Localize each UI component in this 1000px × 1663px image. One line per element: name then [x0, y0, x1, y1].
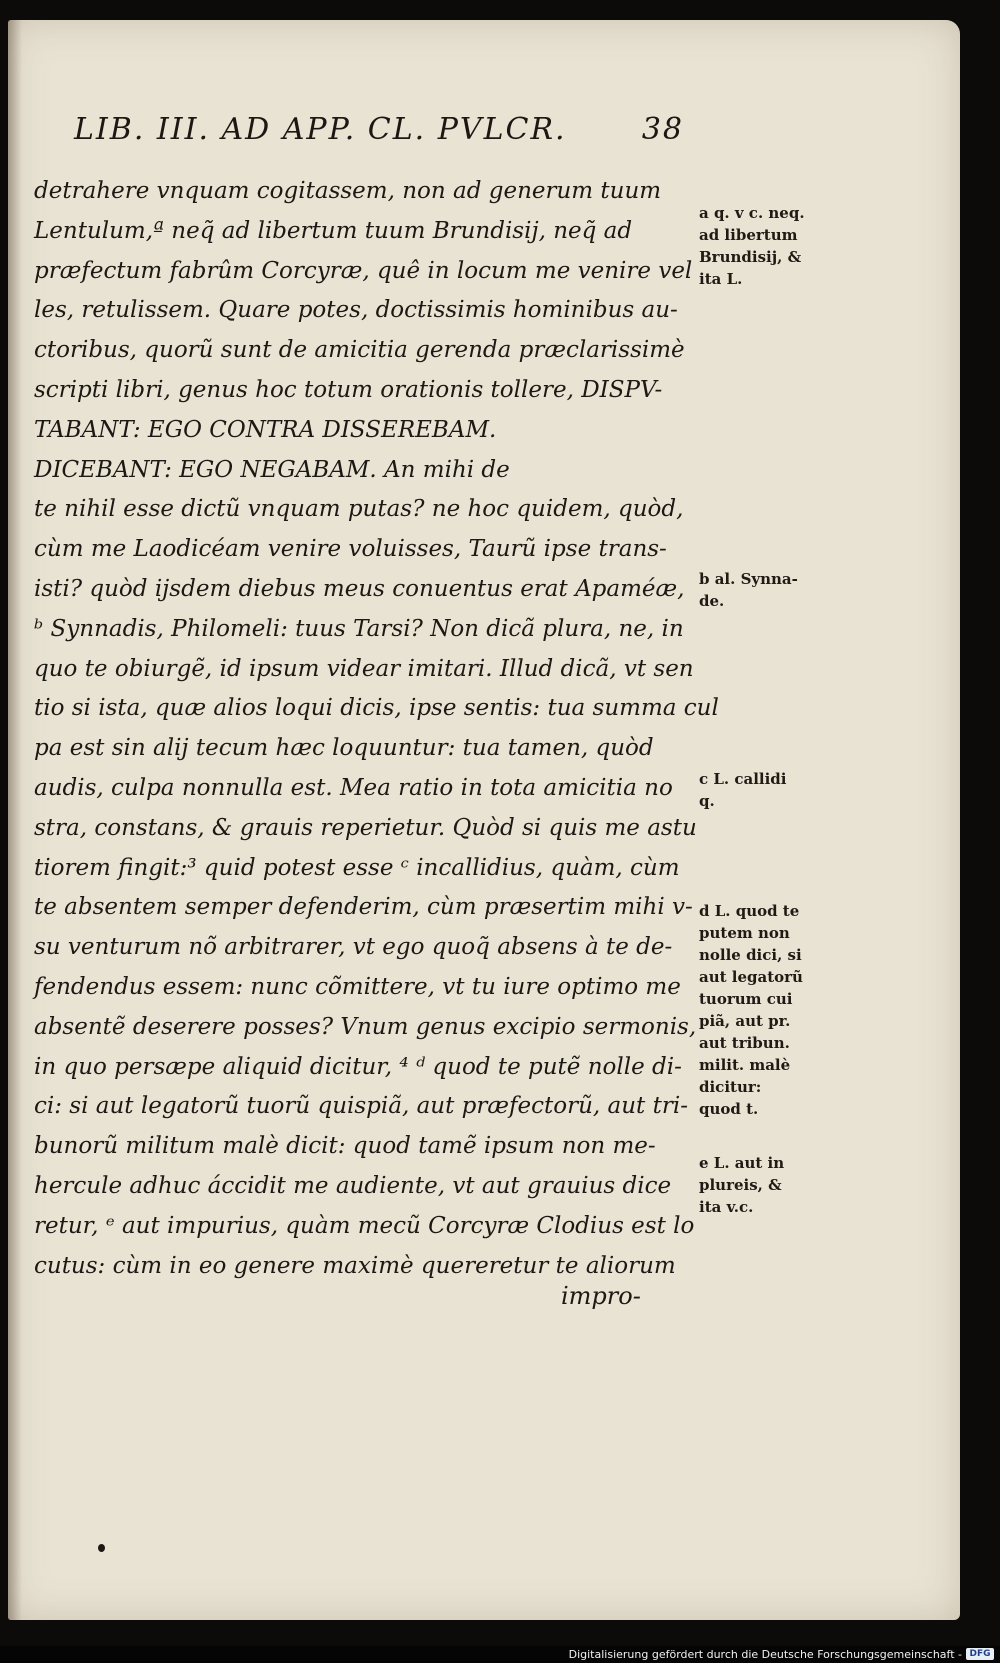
text-line: scripti libri, genus hoc totum orationis tollere, DISPV- [34, 376, 663, 403]
margin-note [699, 1152, 784, 1218]
text-line: stra, constans, & grauis reperietur. Quòd si quis me astu [34, 814, 697, 841]
running-head [74, 112, 684, 162]
text-line: fendendus essem: nunc cõmittere, vt tu iure optimo me [34, 973, 681, 1000]
page-gutter-shadow [8, 20, 22, 1620]
text-line: isti? quòd ijsdem diebus meus conuentus erat Apaméæ, [34, 575, 685, 602]
margin-note-line: milit. malè [699, 1056, 791, 1074]
dfg-logo-icon: DFG [966, 1648, 994, 1660]
text-line: ci: si aut legatorũ tuorũ quispiã, aut præfectorũ, aut tri- [34, 1093, 688, 1120]
margin-note [699, 568, 798, 612]
margin-note-line: quod t. [699, 1100, 759, 1118]
margin-note-line: aut tribun. [699, 1034, 790, 1052]
text-line: præfectum fabrûm Corcyræ, quê in locum me venire vel [34, 257, 693, 284]
margin-note-line: de. [699, 592, 725, 610]
margin-note-line: c L. callidi [699, 770, 787, 788]
margin-note-line: nolle dici, si [699, 946, 802, 964]
text-line: ctoribus, quorũ sunt de amicitia gerenda præclarissimè [34, 337, 685, 364]
margin-note-line: plureis, & [699, 1176, 782, 1194]
margin-note-line: e L. aut in [699, 1154, 785, 1172]
margin-note [699, 768, 786, 812]
text-line: ᵇ Synnadis, Philomeli: tuus Tarsi? Non dicã plura, ne, in [34, 615, 684, 642]
margin-note-line: d L. quod te [699, 902, 800, 920]
running-head-title: LIB. III. AD APP. CL. PVLCR. [74, 112, 567, 147]
text-line: Lentulum,ª neq̃ ad libertum tuum Brundisij, neq̃ ad [34, 217, 633, 244]
text-line: absentẽ deserere posses? Vnum genus excipio sermonis, [34, 1013, 697, 1040]
margin-note [699, 202, 805, 290]
margin-note-line: q. [699, 792, 715, 810]
margin-note-line: tuorum cui [699, 990, 793, 1008]
main-text-block [34, 172, 719, 1286]
text-line: cutus: cùm in eo genere maximè quereretur te aliorum [34, 1252, 676, 1279]
text-line: te nihil esse dictũ vnquam putas? ne hoc quidem, quòd, [34, 496, 684, 523]
text-line: quo te obiurgẽ, id ipsum videar imitari. Illud dicã, vt sen [34, 655, 694, 682]
text-line: detrahere vnquam cogitassem, non ad generum tuum [34, 178, 662, 204]
text-line: in quo persæpe aliquid dicitur, ⁴ ᵈ quod te putẽ nolle di- [34, 1053, 682, 1080]
text-line: tio si ista, quæ alios loqui dicis, ipse sentis: tua summa cul [34, 695, 719, 722]
folio-number: 38 [641, 112, 684, 147]
margin-note-line: putem non [699, 924, 790, 942]
catchword: impro- [561, 1282, 641, 1310]
footer-credit: Digitalisierung gefördert durch die Deutsche Forschungsgemeinschaft - [568, 1648, 962, 1661]
text-line: cùm me Laodicéam venire voluisses, Taurũ ipse trans- [34, 536, 667, 563]
text-line: pa est sin alij tecum hæc loquuntur: tua tamen, quòd [34, 735, 654, 762]
text-line: bunorũ militum malè dicit: quod tamẽ ipsum non me- [34, 1133, 656, 1160]
margin-note [699, 900, 803, 1120]
text-line: te absentem semper defenderim, cùm præsertim mihi v- [34, 894, 693, 921]
margin-note-line: piã, aut pr. [699, 1012, 791, 1030]
margin-note-line: aut legatorũ [699, 968, 803, 986]
margin-note-line: b al. Synna- [699, 570, 798, 588]
text-line: hercule adhuc áccidit me audiente, vt aut grauius dice [34, 1172, 672, 1199]
margin-note-line: ad libertum [699, 226, 798, 244]
text-line: TABANT: EGO CONTRA DISSEREBAM. [34, 416, 497, 443]
margin-note-line: dicitur: [699, 1078, 762, 1096]
margin-note-line: a q. v c. neq. [699, 204, 805, 222]
margin-note-line: ita v.c. [699, 1198, 754, 1216]
text-line: su venturum nõ arbitrarer, vt ego quoq̃ absens à te de- [34, 934, 673, 961]
text-line: retur, ᵉ aut impurius, quàm mecũ Corcyræ Clodius est lo [34, 1212, 695, 1239]
book-page [8, 20, 960, 1620]
text-line: les, retulissem. Quare potes, doctissimis hominibus au- [34, 297, 678, 324]
margin-note-line: Brundisij, & [699, 248, 802, 266]
text-line: DICEBANT: EGO NEGABAM. An mihi de [34, 456, 510, 483]
text-line: tiorem fingit:³ quid potest esse ᶜ incallidius, quàm, cùm [34, 854, 680, 881]
text-line: audis, culpa nonnulla est. Mea ratio in tota amicitia no [34, 774, 673, 801]
margin-note-line: ita L. [699, 270, 743, 288]
ink-speck [98, 1544, 105, 1552]
